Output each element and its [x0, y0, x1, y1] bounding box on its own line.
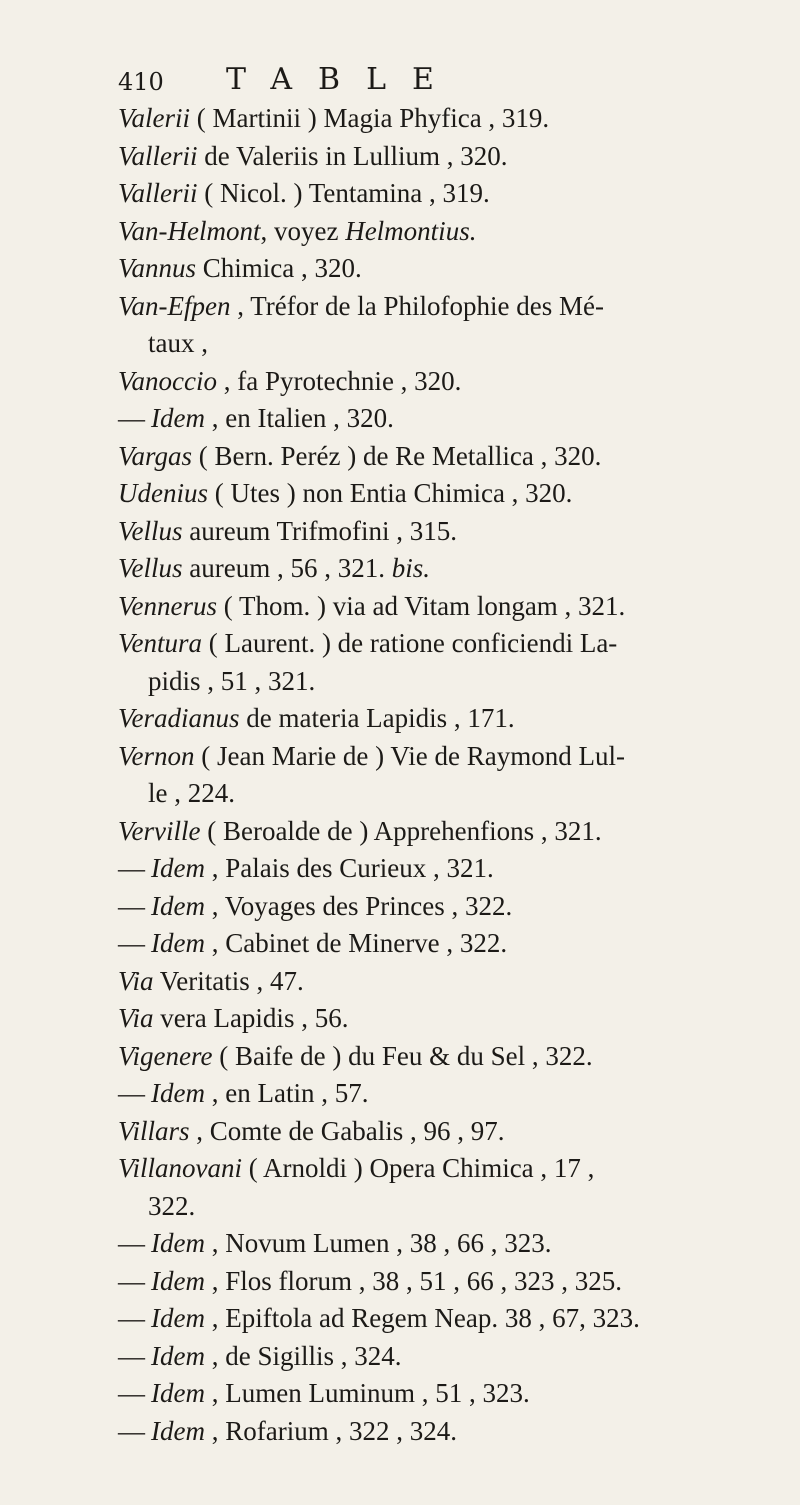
entry-name: Idem — [151, 403, 205, 433]
entry-text: , Novum Lumen , 38 , 66 , 323. — [204, 1228, 552, 1258]
entry-text: vera Lapidis , 56. — [153, 1003, 349, 1033]
entry-text: , Tréfor de la Philofophie des Mé- — [230, 290, 604, 321]
entry-continuation: pidis , 51 , 321. — [148, 665, 316, 696]
entry-name: Verville — [118, 815, 201, 846]
entry-text: , Rofarium , 322 , 324. — [204, 1415, 457, 1446]
entry-text: ( Martinii ) Magia Phyfica , 319. — [190, 103, 550, 133]
index-entry — [118, 963, 768, 1001]
index-entry — [118, 1150, 768, 1225]
entry-dash: — — [118, 1378, 145, 1408]
entry-name: Vallerii — [118, 140, 198, 171]
entry-name: Van-Efpen — [118, 290, 231, 321]
entry-name: Idem — [151, 1078, 205, 1108]
entry-text: ( Bern. Peréz ) de Re Metallica , 320. — [192, 440, 602, 471]
entry-name: Vigenere — [118, 1040, 213, 1071]
index-entry — [118, 888, 768, 926]
entry-dash: — — [118, 1228, 145, 1258]
index-entry — [118, 438, 768, 476]
index-entry — [118, 475, 768, 513]
entry-name: Via — [118, 965, 154, 996]
entry-text: , Voyages des Princes , 322. — [204, 890, 513, 921]
entry-dash: — — [118, 853, 145, 883]
entry-text: Chimica , 320. — [196, 253, 362, 283]
entry-name: Idem — [151, 1228, 205, 1258]
entry-tail: bis. — [391, 553, 430, 583]
index-entry — [118, 250, 768, 288]
entry-text: , Flos florum , 38 , 51 , 66 , 323 , 325. — [204, 1265, 622, 1296]
page-number: 410 — [118, 68, 164, 96]
entry-dash: — — [118, 1340, 145, 1371]
index-entry — [118, 288, 768, 363]
entry-tail: Helmontius. — [345, 215, 477, 246]
entry-text: aureum Trifmofini , 315. — [182, 515, 457, 546]
index-entry — [118, 513, 768, 551]
entry-name: Vernon — [118, 740, 195, 771]
entry-text: ( Thom. ) via ad Vitam longam , 321. — [216, 590, 626, 621]
index-entry — [118, 1413, 768, 1451]
index-entry — [118, 1225, 768, 1263]
entry-text: de materia Lapidis , 171. — [239, 703, 515, 733]
entry-name: Idem — [151, 1303, 205, 1333]
entry-name: Idem — [151, 1378, 205, 1408]
entry-text: , voyez — [260, 215, 346, 246]
entry-dash: — — [118, 1078, 145, 1108]
index-entry — [118, 1263, 768, 1301]
page-title: TABLE — [226, 62, 460, 97]
index-entry — [118, 700, 768, 738]
entry-text: aureum , 56 , 321. — [182, 553, 392, 583]
entry-text: ( Arnoldi ) Opera Chimica , 17 , — [241, 1153, 595, 1183]
index-entry — [118, 588, 768, 626]
entry-text: , Comte de Gabalis , 96 , 97. — [189, 1115, 505, 1146]
index-entry — [118, 400, 768, 438]
index-entry — [118, 1300, 768, 1338]
index-entry — [118, 925, 768, 963]
index-entry — [118, 363, 768, 401]
entry-name: Vellus — [118, 553, 183, 583]
index-entry — [118, 138, 768, 176]
entry-text: ( Beroalde de ) Apprehenfions , 321. — [200, 815, 602, 846]
index-entry — [118, 1338, 768, 1376]
entry-text: ( Baife de ) du Feu & du Sel , 322. — [212, 1040, 593, 1071]
index-entry — [118, 1038, 768, 1076]
entry-name: Udenius — [118, 478, 208, 508]
entry-text: ( Laurent. ) de ratione conficiendi La- — [202, 628, 618, 658]
entry-continuation: taux , — [148, 328, 208, 358]
index-entry — [118, 1075, 768, 1113]
entry-name: Vanoccio — [118, 365, 217, 396]
entry-text: , Epiftola ad Regem Neap. 38 , 67, 323. — [204, 1303, 640, 1333]
entry-text: , Lumen Luminum , 51 , 323. — [204, 1378, 530, 1408]
entry-text: , fa Pyrotechnie , 320. — [216, 365, 462, 396]
entry-text: , de Sigillis , 324. — [204, 1340, 402, 1371]
entry-text: ( Nicol. ) Tentamina , 319. — [197, 178, 490, 208]
index-entry — [118, 1375, 768, 1413]
entry-name: Villanovani — [118, 1153, 242, 1183]
entry-name: Vellus — [118, 515, 183, 546]
entry-name: Idem — [151, 928, 205, 958]
entry-dash: — — [118, 403, 145, 433]
page-header — [118, 62, 568, 102]
index-entry — [118, 813, 768, 851]
entry-name: Vennerus — [118, 590, 217, 621]
entry-name: Veradianus — [118, 703, 240, 733]
entry-name: Via — [118, 1003, 154, 1033]
entry-dash: — — [118, 1415, 145, 1446]
entry-name: Idem — [151, 890, 205, 921]
entry-text: Veritatis , 47. — [153, 965, 304, 996]
entry-name: Valerii — [118, 103, 190, 133]
entry-dash: — — [118, 1303, 145, 1333]
index-entry — [118, 175, 768, 213]
entry-name: Van-Helmont — [118, 215, 261, 246]
entry-dash: — — [118, 890, 145, 921]
index-entry — [118, 550, 768, 588]
index-entry — [118, 1000, 768, 1038]
entry-text: , Cabinet de Minerve , 322. — [204, 928, 508, 958]
index-entry — [118, 625, 768, 700]
entry-name: Vargas — [118, 440, 193, 471]
index-entry — [118, 1113, 768, 1151]
entry-name: Vallerii — [118, 178, 198, 208]
index-entries — [118, 100, 768, 1450]
index-entry — [118, 100, 768, 138]
entry-name: Vannus — [118, 253, 197, 283]
entry-name: Idem — [151, 1340, 205, 1371]
index-entry — [118, 213, 768, 251]
index-entry — [118, 850, 768, 888]
entry-dash: — — [118, 928, 145, 958]
entry-text: de Valeriis in Lullium , 320. — [197, 140, 508, 171]
entry-name: Ventura — [118, 628, 202, 658]
entry-text: , Palais des Curieux , 321. — [204, 853, 494, 883]
entry-dash: — — [118, 1265, 145, 1296]
index-entry — [118, 738, 768, 813]
entry-name: Villars — [118, 1115, 190, 1146]
entry-continuation: le , 224. — [148, 778, 235, 808]
entry-text: , en Italien , 320. — [204, 403, 394, 433]
entry-name: Idem — [151, 853, 205, 883]
entry-text: ( Jean Marie de ) Vie de Raymond Lul- — [194, 740, 625, 771]
entry-name: Idem — [151, 1415, 205, 1446]
entry-text: ( Utes ) non Entia Chimica , 320. — [208, 478, 573, 508]
entry-text: , en Latin , 57. — [204, 1078, 369, 1108]
entry-name: Idem — [151, 1265, 205, 1296]
entry-continuation: 322. — [148, 1190, 196, 1221]
